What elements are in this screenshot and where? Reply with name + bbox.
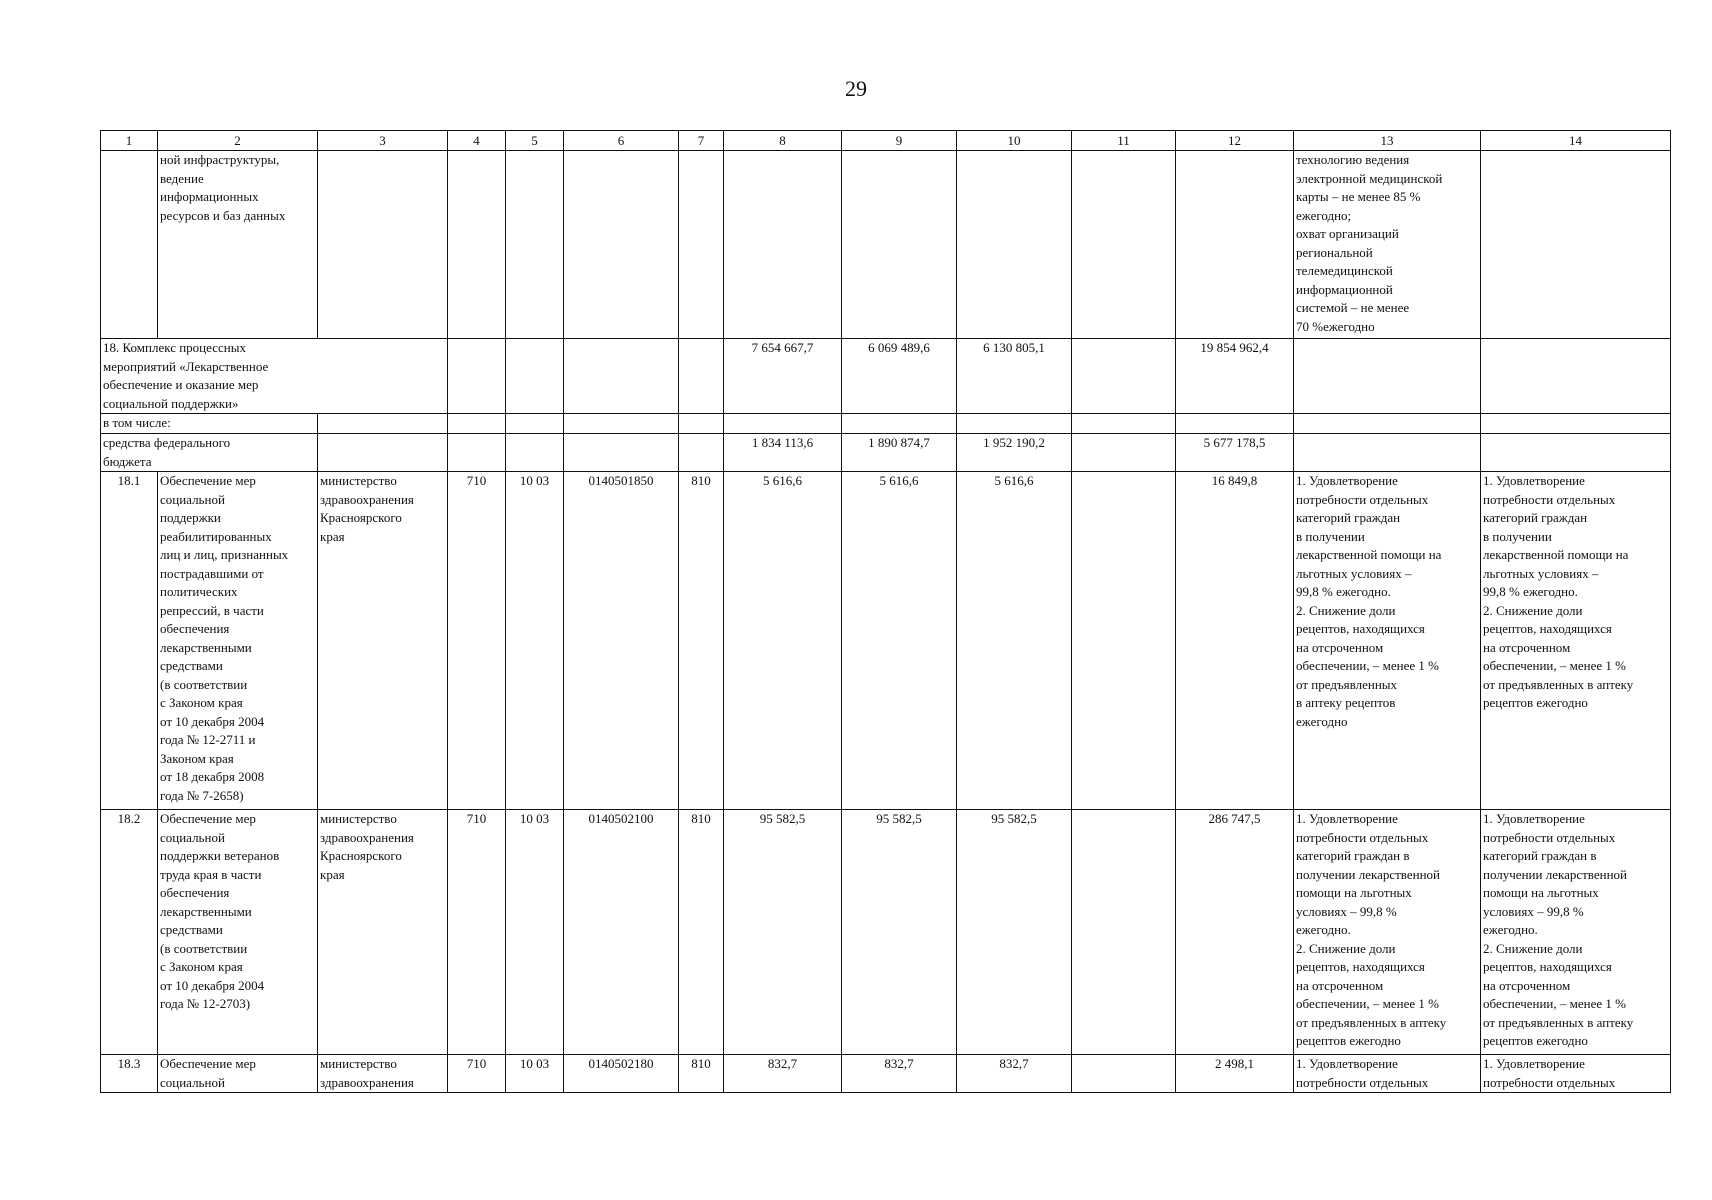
measure-amount-total: 2 498,1	[1176, 1055, 1294, 1093]
column-number: 4	[448, 131, 506, 151]
measure-executor: министерство здравоохранения Красноярского края	[318, 810, 448, 1055]
federal-amount-col10: 1 952 190,2	[957, 434, 1072, 472]
column-number: 12	[1176, 131, 1294, 151]
federal-budget-row	[101, 434, 1671, 472]
complex-amount-col10: 6 130 805,1	[957, 339, 1072, 414]
complex-amount-col8: 7 654 667,7	[724, 339, 842, 414]
program-budget-table	[100, 130, 1671, 1093]
measure-amount-col10: 832,7	[957, 1055, 1072, 1093]
measure-executor: министерство здравоохранения	[318, 1055, 448, 1093]
measure-code-col7: 810	[679, 472, 724, 810]
measure-indicator-col13: 1. Удовлетворение потребности отдельных категорий граждан в получении лекарственной помощи на льготных условиях – 99,8 % ежегодно. 2. Снижение доли рецептов, находящихся на отсроченном обеспечении, – менее 1 % от предъявленных в аптеку рецептов ежегодно	[1294, 810, 1481, 1055]
measure-indicator-col14: 1. Удовлетворение потребности отдельных	[1481, 1055, 1671, 1093]
column-number: 8	[724, 131, 842, 151]
measure-amount-col9: 5 616,6	[842, 472, 957, 810]
complex-amount-col9: 6 069 489,6	[842, 339, 957, 414]
measure-row	[101, 810, 1671, 1055]
measure-number: 18.1	[101, 472, 158, 810]
measure-amount-col10: 95 582,5	[957, 810, 1072, 1055]
measure-name: Обеспечение мер социальной поддержки ветеранов труда края в части обеспечения лекарственными средствами (в соответствии с Законом края от 10 декабря 2004 года № 12-2703)	[158, 810, 318, 1055]
measure-amount-col8: 832,7	[724, 1055, 842, 1093]
complex-label: 18. Комплекс процессных мероприятий «Лекарственное обеспечение и оказание мер социальной поддержки»	[101, 339, 448, 414]
continuation-name: ной инфраструктуры, ведение информационных ресурсов и баз данных	[158, 151, 318, 339]
complex-row	[101, 339, 1671, 414]
measure-number: 18.2	[101, 810, 158, 1055]
measure-number: 18.3	[101, 1055, 158, 1093]
federal-amount-col9: 1 890 874,7	[842, 434, 957, 472]
federal-amount-col8: 1 834 113,6	[724, 434, 842, 472]
measure-amount-total: 286 747,5	[1176, 810, 1294, 1055]
measure-code-col5: 10 03	[506, 810, 564, 1055]
measure-amount-total: 16 849,8	[1176, 472, 1294, 810]
measure-amount-col8: 95 582,5	[724, 810, 842, 1055]
column-number: 14	[1481, 131, 1671, 151]
measure-name: Обеспечение мер социальной поддержки реабилитированных лиц и лиц, признанных пострадавшими от политических репрессий, в части обеспечения лекарственными средствами (в соответствии с Законом края от 10 декабря 2004 года № 12-2711 и Законом края от 18 декабря 2008 года № 7-2658)	[158, 472, 318, 810]
column-number: 7	[679, 131, 724, 151]
column-number: 2	[158, 131, 318, 151]
column-number-row	[101, 131, 1671, 151]
including-row	[101, 414, 1671, 434]
column-number: 9	[842, 131, 957, 151]
measure-code-col7: 810	[679, 1055, 724, 1093]
federal-amount-total: 5 677 178,5	[1176, 434, 1294, 472]
column-number: 5	[506, 131, 564, 151]
measure-code-col6: 0140502180	[564, 1055, 679, 1093]
column-number: 10	[957, 131, 1072, 151]
measure-code-col5: 10 03	[506, 1055, 564, 1093]
continuation-indicator: технологию ведения электронной медицинской карты – не менее 85 % ежегодно; охват организаций региональной телемедицинской информационной системой – не менее 70 %ежегодно	[1294, 151, 1481, 339]
column-number: 3	[318, 131, 448, 151]
page-number: 29	[845, 76, 867, 101]
measure-code-col6: 0140502100	[564, 810, 679, 1055]
measure-code-col7: 810	[679, 810, 724, 1055]
column-number: 13	[1294, 131, 1481, 151]
measure-amount-col11	[1072, 472, 1176, 810]
measure-row	[101, 472, 1671, 810]
measure-code-col4: 710	[448, 1055, 506, 1093]
measure-row	[101, 1055, 1671, 1093]
measure-indicator-col13: 1. Удовлетворение потребности отдельных	[1294, 1055, 1481, 1093]
measure-executor: министерство здравоохранения Красноярского края	[318, 472, 448, 810]
column-number: 1	[101, 131, 158, 151]
measure-indicator-col13: 1. Удовлетворение потребности отдельных категорий граждан в получении лекарственной помощи на льготных условиях – 99,8 % ежегодно. 2. Снижение доли рецептов, находящихся на отсроченном обеспечении, – менее 1 % от предъявленных в аптеку рецептов ежегодно	[1294, 472, 1481, 810]
complex-amount-total: 19 854 962,4	[1176, 339, 1294, 414]
measure-amount-col9: 832,7	[842, 1055, 957, 1093]
measure-indicator-col14: 1. Удовлетворение потребности отдельных категорий граждан в получении лекарственной помощи на льготных условиях – 99,8 % ежегодно. 2. Снижение доли рецептов, находящихся на отсроченном обеспечении, – менее 1 % от предъявленных в аптеку рецептов ежегодно	[1481, 810, 1671, 1055]
measure-code-col5: 10 03	[506, 472, 564, 810]
measure-indicator-col14: 1. Удовлетворение потребности отдельных категорий граждан в получении лекарственной помощи на льготных условиях – 99,8 % ежегодно. 2. Снижение доли рецептов, находящихся на отсроченном обеспечении, – менее 1 % от предъявленных в аптеку рецептов ежегодно	[1481, 472, 1671, 810]
measure-amount-col8: 5 616,6	[724, 472, 842, 810]
column-number: 6	[564, 131, 679, 151]
measure-amount-col9: 95 582,5	[842, 810, 957, 1055]
measure-amount-col10: 5 616,6	[957, 472, 1072, 810]
measure-code-col4: 710	[448, 810, 506, 1055]
measure-code-col4: 710	[448, 472, 506, 810]
continuation-row	[101, 151, 1671, 339]
including-label: в том числе:	[101, 414, 318, 434]
measure-amount-col11	[1072, 1055, 1176, 1093]
measure-name: Обеспечение мер социальной	[158, 1055, 318, 1093]
measure-amount-col11	[1072, 810, 1176, 1055]
federal-budget-label: средства федерального бюджета	[101, 434, 318, 472]
measure-code-col6: 0140501850	[564, 472, 679, 810]
column-number: 11	[1072, 131, 1176, 151]
